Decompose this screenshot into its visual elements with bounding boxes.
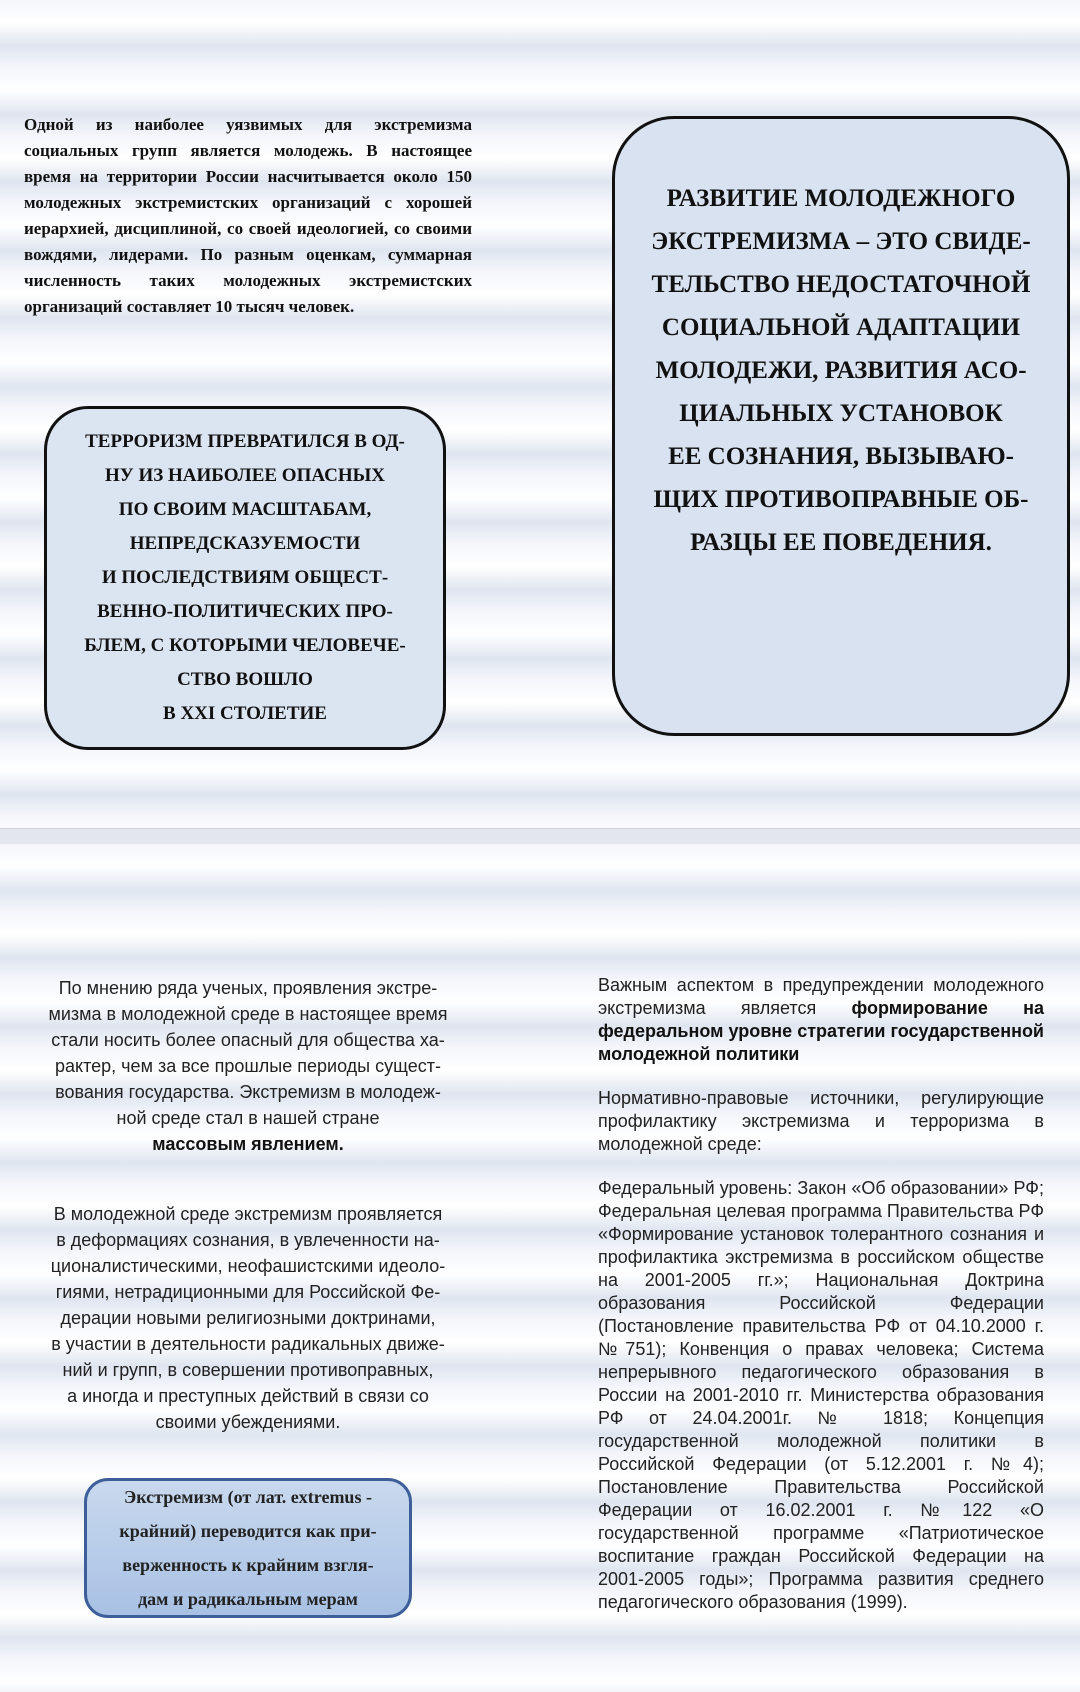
terrorism-line: ПО СВОИМ МАСШТАБАМ, — [118, 499, 372, 520]
opinion-line: мизма в молодежной среде в настоящее время — [48, 1004, 448, 1024]
terrorism-line: НУ ИЗ НАИБОЛЕЕ ОПАСНЫХ — [104, 465, 386, 486]
definition-line: верженность к крайним взгля- — [122, 1555, 374, 1575]
deformation-line: ционалистическими, неофашистскими идеоло- — [50, 1256, 446, 1276]
federal-level-paragraph: Федеральный уровень: Закон «Об образовании» РФ; Федеральная целевая программа Правительства РФ «Формирование установок толерантного сознания и профилактика экстремизма в российском обществе на 2001-2005 гг.»; Национальная Доктрина образования Российской Федерации (Постановление правительства РФ от 04.10.2000 г. №751); Конвенция о правах человека; Система непрерывного педагогического образования в России на 2001-2010 гг. Министерства образования РФ от 24.04.2001г. № 1818; Концепция государственной молодежной политики в Российской Федерации (от 5.12.2001 г. №4); Постановление Правительства Российской Федерации от 16.02.2001 г. №122 «О государственной программе «Патриотическое воспитание граждан Российской Федерации на 2001-2005 годы»; Программа развития среднего педагогического образования (1999). — [598, 1178, 1044, 1612]
opinion-emphasis: массовым явлением. — [152, 1134, 344, 1154]
deformation-line: в деформациях сознания, в увлеченности на- — [56, 1230, 440, 1250]
extremism-definition-box — [84, 1478, 412, 1618]
deformation-line: ний и групп, в совершении противоправных, — [62, 1360, 434, 1380]
intro-paragraph: Одной из наиболее уязвимых для экстремизма социальных групп является молодежь. В настоящее время на территории России насчитывается около 150 молодежных экстремистских организаций с хорошей иерархией, дисциплиной, со своей идеологией, со своими вождями, лидерами. По разным оценкам, суммарная численность таких молодежных экстремистских организаций составляет 10 тысяч человек. — [24, 115, 472, 316]
youth-line: МОЛОДЕЖИ, РАЗВИТИЯ АСО- — [655, 357, 1027, 384]
terrorism-line: В XXI СТОЛЕТИЕ — [163, 703, 327, 724]
terrorism-line: БЛЕМ, С КОТОРЫМИ ЧЕЛОВЕЧЕ- — [84, 635, 406, 656]
deformation-line: В молодежной среде экстремизм проявляется — [53, 1204, 443, 1224]
opinion-line: стали носить более опасный для общества ха- — [51, 1030, 445, 1050]
aspect-emphasis: формирование на федеральном уровне стратегии государственной молодежной политики — [598, 998, 1044, 1064]
opinion-paragraph — [30, 975, 466, 1157]
terrorism-line: ВЕННО-ПОЛИТИЧЕСКИХ ПРО- — [97, 601, 393, 622]
terrorism-line: ТЕРРОРИЗМ ПРЕВРАТИЛСЯ В ОД- — [85, 431, 405, 452]
aspect-text: Важным аспектом в предупреждении молодежного экстремизма является — [598, 975, 1044, 1018]
opinion-line: ной среде стал в нашей стране — [116, 1108, 380, 1128]
youth-line: СОЦИАЛЬНОЙ АДАПТАЦИИ — [661, 314, 1021, 341]
definition-line: дам и радикальным мерам — [138, 1589, 358, 1609]
youth-line: ЦИАЛЬНЫХ УСТАНОВОК — [679, 400, 1003, 427]
definition-line: Экстремизм (от лат. extremus - — [124, 1487, 372, 1507]
youth-line: РАЗВИТИЕ МОЛОДЕЖНОГО — [666, 185, 1016, 212]
opinion-line: вования государства. Экстремизм в молодеж- — [55, 1082, 441, 1102]
terrorism-callout-box — [44, 406, 446, 750]
definition-line: крайний) переводится как при- — [119, 1521, 377, 1541]
terrorism-line: НЕПРЕДСКАЗУЕМОСТИ — [129, 533, 361, 554]
deformation-line: гиями, нетрадиционными для Российской Фе- — [55, 1282, 441, 1302]
normative-sources-paragraph: Нормативно-правовые источники, регулирующие профилактику экстремизма и терроризма в молодежной среде: — [598, 1088, 1044, 1154]
deformation-line: дерации новыми религиозными доктринами, — [60, 1308, 436, 1328]
opinion-line: По мнению ряда ученых, проявления экстре- — [58, 978, 438, 998]
youth-line: ТЕЛЬСТВО НЕДОСТАТОЧНОЙ — [651, 271, 1031, 298]
youth-line: ЭКСТРЕМИЗМА – ЭТО СВИДЕ- — [651, 228, 1031, 255]
youth-line: РАЗЦЫ ЕЕ ПОВЕДЕНИЯ. — [690, 529, 992, 556]
terrorism-line: И ПОСЛЕДСТВИЯМ ОБЩЕСТ- — [101, 567, 389, 588]
opinion-line: рактер, чем за все прошлые периоды сущест- — [55, 1056, 441, 1076]
deformation-line: а иногда и преступных действий в связи со — [67, 1386, 429, 1406]
terrorism-line: СТВО ВОШЛО — [177, 669, 313, 690]
aspect-paragraph — [598, 974, 1044, 1066]
brochure-page-1 — [0, 0, 1080, 828]
deformation-paragraph — [30, 1201, 466, 1435]
deformation-line: своими убеждениями. — [155, 1412, 341, 1432]
deformation-line: в участии в деятельности радикальных движе- — [51, 1334, 445, 1354]
youth-line: ЩИХ ПРОТИВОПРАВНЫЕ ОБ- — [653, 486, 1029, 513]
youth-extremism-callout-box — [612, 116, 1070, 736]
youth-line: ЕЕ СОЗНАНИЯ, ВЫЗЫВАЮ- — [668, 443, 1014, 470]
